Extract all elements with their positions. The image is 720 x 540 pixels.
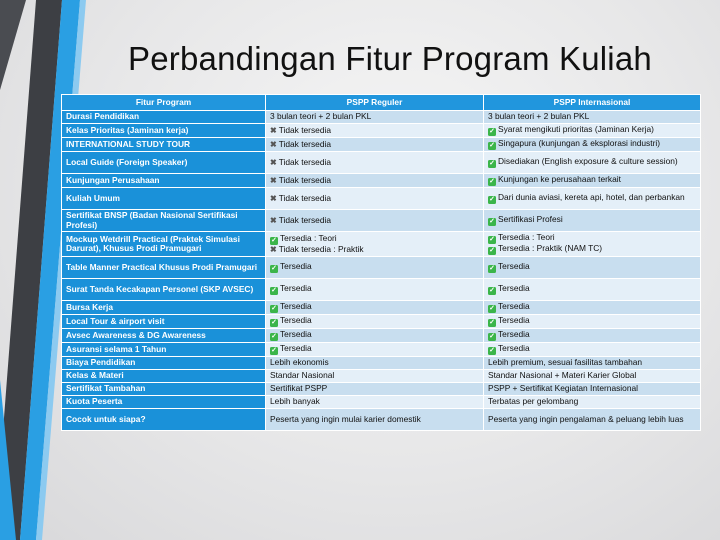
internasional-cell	[484, 329, 701, 343]
feature-cell: INTERNATIONAL STUDY TOUR	[62, 138, 266, 152]
internasional-cell	[484, 343, 701, 357]
cell-line	[270, 176, 479, 186]
check-icon: ✓	[489, 218, 495, 226]
internasional-cell	[484, 111, 701, 124]
internasional-cell	[484, 257, 701, 279]
x-icon: ✖	[270, 125, 277, 135]
reguler-cell	[266, 315, 484, 329]
internasional-cell	[484, 396, 701, 409]
table-row	[62, 370, 701, 383]
cell-line	[488, 244, 696, 255]
cell-line	[488, 384, 696, 394]
reguler-cell	[266, 188, 484, 210]
reguler-cell	[266, 357, 484, 370]
cell-line	[488, 175, 696, 186]
internasional-cell	[484, 370, 701, 383]
cell-text: Tidak tersedia	[278, 124, 331, 135]
cell-text: Tidak tersedia : Praktik	[278, 243, 364, 254]
cell-line	[270, 316, 479, 327]
cell-line	[488, 344, 696, 355]
cell-line	[488, 397, 696, 407]
table-header-row	[62, 95, 701, 111]
cell-text: Syarat mengikuti prioritas (Jaminan Kerja)	[498, 124, 654, 134]
table-row	[62, 257, 701, 279]
cell-text: PSPP + Sertifikat Kegiatan Internasional	[488, 383, 638, 394]
x-icon: ✖	[270, 139, 277, 149]
check-icon: ✓	[489, 305, 495, 313]
reguler-cell	[266, 279, 484, 301]
header-fitur-program: Fitur Program	[62, 95, 266, 111]
cell-text: Tersedia	[280, 301, 312, 312]
check-icon: ✓	[271, 319, 277, 327]
check-icon: ✓	[489, 178, 495, 185]
x-icon: ✖	[270, 175, 277, 185]
slide-title: Perbandingan Fitur Program Kuliah	[128, 40, 652, 77]
table-row	[62, 396, 701, 409]
check-icon: ✓	[489, 236, 495, 244]
cell-line	[270, 384, 479, 394]
cell-text: Tersedia : Praktik (NAM TC)	[498, 243, 603, 254]
check-icon: ✓	[489, 160, 495, 167]
cell-text: Tersedia	[498, 301, 530, 312]
cell-text: Tidak tersedia	[278, 174, 331, 185]
cell-line	[270, 262, 479, 273]
feature-cell: Kelas & Materi	[62, 370, 266, 383]
check-icon: ✓	[271, 305, 277, 313]
internasional-cell	[484, 210, 701, 232]
cell-text: Tersedia : Teori	[498, 232, 555, 243]
cell-text: Kunjungan ke perusahaan terkait	[498, 174, 621, 184]
cell-text: Singapura (kunjungan & eksplorasi industri)	[498, 138, 661, 148]
check-icon: ✓	[271, 347, 277, 355]
check-icon: ✓	[271, 287, 277, 295]
cell-text: 3 bulan teori + 2 bulan PKL	[488, 111, 590, 122]
stripe-dark-top	[0, 0, 26, 90]
x-icon: ✖	[270, 157, 277, 167]
check-icon: ✓	[489, 247, 495, 255]
cell-line	[270, 415, 479, 425]
cell-text: Sertifikasi Profesi	[498, 214, 563, 225]
feature-cell: Asuransi selama 1 Tahun	[62, 343, 266, 357]
cell-line	[270, 397, 479, 407]
cell-line	[488, 415, 696, 425]
cell-text: Tersedia	[280, 315, 312, 326]
cell-line	[488, 125, 696, 136]
reguler-cell	[266, 124, 484, 138]
check-icon: ✓	[489, 319, 495, 327]
check-icon: ✓	[489, 265, 495, 273]
cell-text: Tidak tersedia	[278, 214, 331, 225]
reguler-cell	[266, 329, 484, 343]
cell-line	[488, 262, 696, 273]
cell-text: Standar Nasional + Materi Karier Global	[488, 370, 637, 381]
reguler-cell	[266, 383, 484, 396]
feature-cell: Sertifikat BNSP (Badan Nasional Sertifikasi Profesi)	[62, 210, 266, 232]
feature-cell: Surat Tanda Kecakapan Personel (SKP AVSEC)	[62, 279, 266, 301]
cell-text: Tersedia : Teori	[280, 232, 337, 243]
cell-text: Dari dunia aviasi, kereta api, hotel, dan perbankan	[498, 192, 685, 202]
internasional-cell	[484, 188, 701, 210]
table-row	[62, 152, 701, 174]
reguler-cell	[266, 301, 484, 315]
internasional-cell	[484, 232, 701, 257]
feature-cell: Mockup Wetdrill Practical (Praktek Simulasi Darurat), Khusus Prodi Pramugari	[62, 232, 266, 257]
internasional-cell	[484, 152, 701, 174]
cell-text: Tidak tersedia	[278, 138, 331, 149]
internasional-cell	[484, 301, 701, 315]
table-row	[62, 232, 701, 257]
table-row	[62, 343, 701, 357]
x-icon: ✖	[270, 244, 277, 254]
cell-line	[270, 371, 479, 381]
cell-text: Tersedia	[280, 283, 312, 294]
comparison-table-wrapper	[61, 94, 700, 431]
cell-text: Tersedia	[498, 329, 530, 340]
reguler-cell	[266, 257, 484, 279]
check-icon: ✓	[271, 333, 277, 341]
cell-line	[270, 112, 479, 122]
reguler-cell	[266, 396, 484, 409]
internasional-cell	[484, 409, 701, 431]
cell-line	[270, 158, 479, 168]
header-pspp-reguler: PSPP Reguler	[266, 95, 484, 111]
check-icon: ✓	[489, 287, 495, 295]
cell-text: Lebih premium, sesuai fasilitas tambahan	[488, 357, 643, 368]
feature-cell: Local Tour & airport visit	[62, 315, 266, 329]
table-row	[62, 210, 701, 232]
internasional-cell	[484, 383, 701, 396]
check-icon: ✓	[489, 128, 495, 135]
cell-line	[270, 245, 479, 255]
internasional-cell	[484, 315, 701, 329]
cell-text: Lebih ekonomis	[270, 357, 329, 368]
cell-text: Tersedia	[498, 261, 530, 272]
table-row	[62, 111, 701, 124]
table-row	[62, 409, 701, 431]
table-row	[62, 138, 701, 152]
feature-cell: Biaya Pendidikan	[62, 357, 266, 370]
table-row	[62, 329, 701, 343]
feature-cell: Local Guide (Foreign Speaker)	[62, 152, 266, 174]
check-icon: ✓	[489, 333, 495, 341]
cell-line	[488, 358, 696, 368]
cell-text: Tersedia	[280, 329, 312, 340]
header-pspp-internasional: PSPP Internasional	[484, 95, 701, 111]
cell-line	[488, 284, 696, 295]
table-row	[62, 357, 701, 370]
table-row	[62, 301, 701, 315]
feature-cell: Durasi Pendidikan	[62, 111, 266, 124]
cell-line	[270, 140, 479, 150]
reguler-cell	[266, 409, 484, 431]
feature-cell: Kelas Prioritas (Jaminan kerja)	[62, 124, 266, 138]
cell-text: Tersedia	[498, 315, 530, 326]
cell-text: Standar Nasional	[270, 370, 335, 381]
cell-text: Tersedia	[498, 343, 530, 354]
check-icon: ✓	[271, 236, 277, 244]
table-row	[62, 383, 701, 396]
cell-text: Lebih banyak	[270, 396, 320, 407]
cell-text: 3 bulan teori + 2 bulan PKL	[270, 111, 372, 122]
reguler-cell	[266, 174, 484, 188]
cell-line	[488, 371, 696, 381]
internasional-cell	[484, 138, 701, 152]
table-row	[62, 315, 701, 329]
reguler-cell	[266, 370, 484, 383]
x-icon: ✖	[270, 215, 277, 225]
internasional-cell	[484, 174, 701, 188]
internasional-cell	[484, 357, 701, 370]
cell-text: Disediakan (English exposure & culture session)	[498, 156, 678, 166]
check-icon: ✓	[271, 265, 277, 273]
cell-line	[270, 302, 479, 313]
cell-line	[488, 139, 696, 150]
reguler-cell	[266, 152, 484, 174]
reguler-cell	[266, 343, 484, 357]
check-icon: ✓	[489, 196, 495, 203]
feature-cell: Kuota Peserta	[62, 396, 266, 409]
cell-line	[270, 216, 479, 226]
cell-text: Peserta yang ingin mulai karier domestik	[270, 413, 421, 424]
cell-text: Tersedia	[280, 261, 312, 272]
reguler-cell	[266, 210, 484, 232]
table-row	[62, 174, 701, 188]
cell-line	[270, 344, 479, 355]
internasional-cell	[484, 124, 701, 138]
cell-line	[270, 126, 479, 136]
cell-line	[488, 112, 696, 122]
cell-line	[488, 193, 696, 204]
cell-line	[270, 284, 479, 295]
check-icon: ✓	[489, 142, 495, 149]
table-row	[62, 124, 701, 138]
cell-line	[270, 330, 479, 341]
reguler-cell	[266, 138, 484, 152]
feature-cell: Cocok untuk siapa?	[62, 409, 266, 431]
feature-cell: Avsec Awareness & DG Awareness	[62, 329, 266, 343]
cell-text: Tidak tersedia	[278, 192, 331, 203]
cell-line	[488, 330, 696, 341]
feature-cell: Sertifikat Tambahan	[62, 383, 266, 396]
feature-cell: Table Manner Practical Khusus Prodi Pramugari	[62, 257, 266, 279]
feature-cell: Bursa Kerja	[62, 301, 266, 315]
cell-text: Terbatas per gelombang	[488, 396, 579, 407]
x-icon: ✖	[270, 193, 277, 203]
internasional-cell	[484, 279, 701, 301]
cell-line	[488, 215, 696, 226]
table-body	[62, 111, 701, 431]
check-icon: ✓	[489, 347, 495, 355]
cell-text: Tidak tersedia	[278, 156, 331, 167]
cell-line	[488, 316, 696, 327]
cell-text: Tersedia	[498, 283, 530, 294]
cell-line	[488, 302, 696, 313]
table-row	[62, 279, 701, 301]
comparison-table	[61, 94, 701, 431]
cell-line	[270, 358, 479, 368]
cell-line	[270, 194, 479, 204]
reguler-cell	[266, 111, 484, 124]
feature-cell: Kuliah Umum	[62, 188, 266, 210]
cell-line	[488, 157, 696, 168]
cell-text: Sertifikat PSPP	[270, 383, 328, 394]
cell-text: Tersedia	[280, 343, 312, 354]
reguler-cell	[266, 232, 484, 257]
cell-text: Peserta yang ingin pengalaman & peluang lebih luas	[488, 413, 684, 424]
table-row	[62, 188, 701, 210]
feature-cell: Kunjungan Perusahaan	[62, 174, 266, 188]
